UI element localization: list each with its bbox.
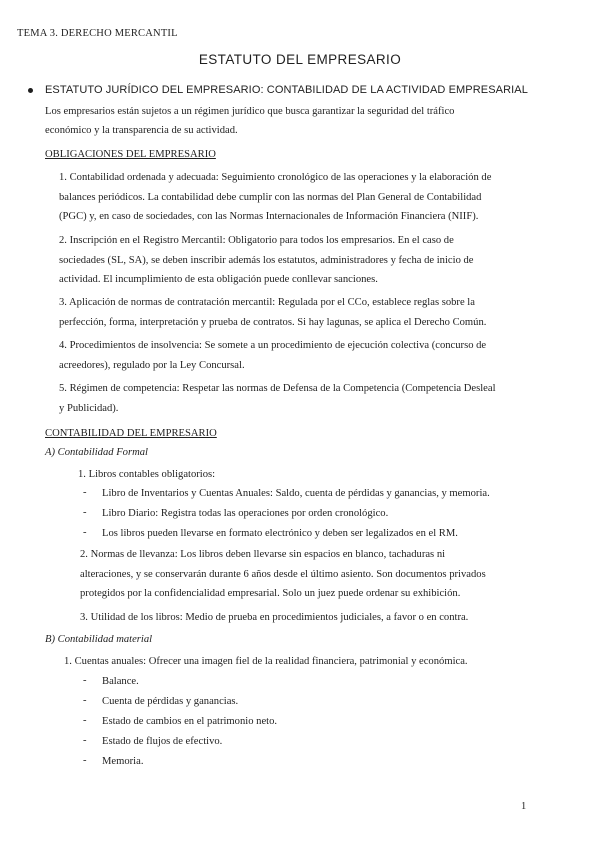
dash-bullet: - bbox=[83, 735, 87, 746]
cuentas-item-5: Memoria. bbox=[102, 756, 144, 767]
cuentas-item-2: Cuenta de pérdidas y ganancias. bbox=[102, 696, 239, 707]
intro-line-2: económico y la transparencia de su actividad. bbox=[45, 125, 238, 136]
obligacion-5-line-1: 5. Régimen de competencia: Respetar las normas de Defensa de la Competencia (Competencia Desleal bbox=[59, 383, 496, 394]
obligacion-3-line-1: 3. Aplicación de normas de contratación mercantil: Regulada por el CCo, establece reglas sobre la bbox=[59, 297, 475, 308]
dash-bullet: - bbox=[83, 527, 87, 538]
dash-bullet: - bbox=[83, 715, 87, 726]
libros-item-2: Libro Diario: Registra todas las operaciones por orden cronológico. bbox=[102, 508, 389, 519]
obligacion-1-line-1: 1. Contabilidad ordenada y adecuada: Seguimiento cronológico de las operaciones y la elaboración de bbox=[59, 172, 492, 183]
normas-line-1: 2. Normas de llevanza: Los libros deben llevarse sin espacios en blanco, tachaduras ni bbox=[80, 549, 446, 560]
obligacion-5-line-2: y Publicidad). bbox=[59, 403, 119, 414]
dash-bullet: - bbox=[83, 695, 87, 706]
material-heading: B) Contabilidad material bbox=[45, 634, 153, 645]
dash-bullet: - bbox=[83, 675, 87, 686]
dash-bullet: - bbox=[83, 507, 87, 518]
normas-line-2: alteraciones, y se conservarán durante 6 años desde el último asiento. Son documentos privados bbox=[80, 569, 486, 580]
dash-bullet: - bbox=[83, 487, 87, 498]
utilidad-line: 3. Utilidad de los libros: Medio de prueba en procedimientos judiciales, a favor o en contra. bbox=[80, 612, 469, 623]
obligacion-2-line-1: 2. Inscripción en el Registro Mercantil: Obligatorio para todos los empresarios. En el caso de bbox=[59, 235, 454, 246]
obligacion-4-line-2: acreedores), regulado por la Ley Concursal. bbox=[59, 360, 245, 371]
obligacion-2-line-2: sociedades (SL, SA), se deben inscribir además los estatutos, administradores y fecha de inicio de bbox=[59, 255, 474, 266]
contabilidad-heading: CONTABILIDAD DEL EMPRESARIO bbox=[45, 428, 217, 439]
bullet-icon bbox=[28, 88, 33, 93]
cuentas-title: 1. Cuentas anuales: Ofrecer una imagen fiel de la realidad financiera, patrimonial y económica. bbox=[64, 656, 468, 667]
obligacion-1-line-2: balances periódicos. La contabilidad debe cumplir con las normas del Plan General de Contabilidad bbox=[59, 192, 482, 203]
page-number: 1 bbox=[521, 801, 527, 812]
obligacion-4-line-1: 4. Procedimientos de insolvencia: Se somete a un procedimiento de ejecución colectiva (concurso de bbox=[59, 340, 487, 351]
normas-line-3: protegidos por la confidencialidad empresarial. Solo un juez puede ordenar su exhibición. bbox=[80, 588, 461, 599]
page-header: TEMA 3. DERECHO MERCANTIL bbox=[17, 28, 178, 39]
cuentas-item-4: Estado de flujos de efectivo. bbox=[102, 736, 223, 747]
obligacion-3-line-2: perfección, forma, interpretación y prueba de contratos. Si hay lagunas, se aplica el Derecho Común. bbox=[59, 317, 487, 328]
libros-item-1: Libro de Inventarios y Cuentas Anuales: Saldo, cuenta de pérdidas y ganancias, y memoria. bbox=[102, 488, 490, 499]
cuentas-item-1: Balance. bbox=[102, 676, 139, 687]
intro-line-1: Los empresarios están sujetos a un régimen jurídico que busca garantizar la seguridad del tráfico bbox=[45, 106, 455, 117]
obligaciones-heading: OBLIGACIONES DEL EMPRESARIO bbox=[45, 149, 216, 160]
page-title: ESTATUTO DEL EMPRESARIO bbox=[198, 52, 402, 67]
dash-bullet: - bbox=[83, 755, 87, 766]
libros-item-3: Los libros pueden llevarse en formato electrónico y deben ser legalizados en el RM. bbox=[102, 528, 458, 539]
section-heading: ESTATUTO JURÍDICO DEL EMPRESARIO: CONTABILIDAD DE LA ACTIVIDAD EMPRESARIAL bbox=[45, 84, 528, 96]
obligacion-1-line-3: (PGC) y, en caso de sociedades, con las Normas Internacionales de Información Financiera (NIIF). bbox=[59, 211, 479, 222]
libros-title: 1. Libros contables obligatorios: bbox=[78, 469, 216, 480]
obligacion-2-line-3: actividad. El incumplimiento de esta obligación puede conllevar sanciones. bbox=[59, 274, 378, 285]
formal-heading: A) Contabilidad Formal bbox=[45, 447, 148, 458]
cuentas-item-3: Estado de cambios en el patrimonio neto. bbox=[102, 716, 278, 727]
